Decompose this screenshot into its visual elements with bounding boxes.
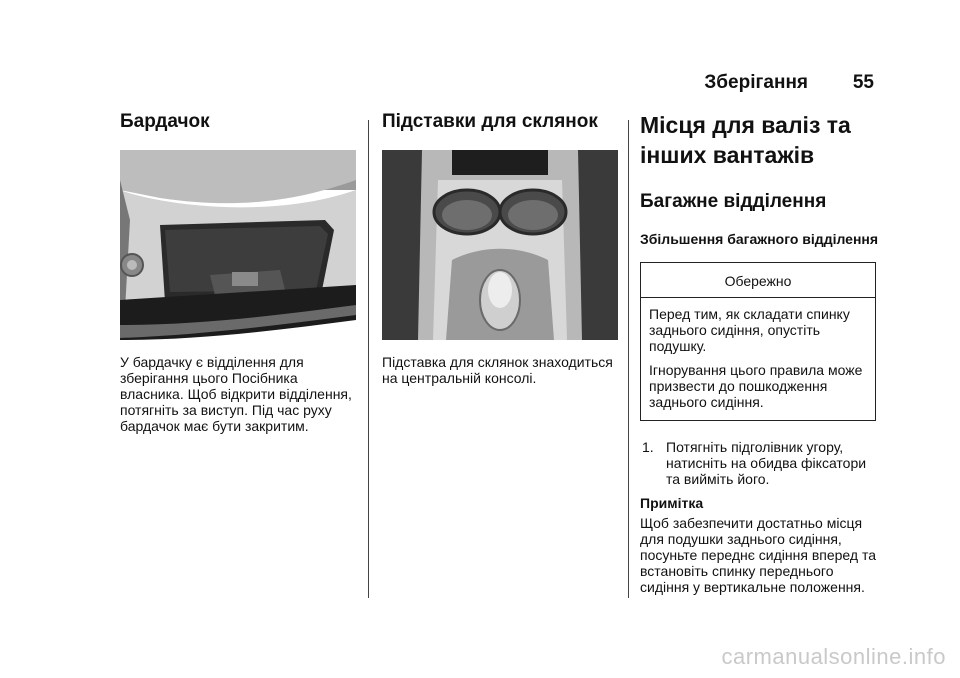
cupholders-section xyxy=(382,110,618,386)
watermark: carmanualsonline.info xyxy=(721,644,946,669)
caution-text-1: Перед тим, як складати спинку заднього сидіння, опустіть подушку. xyxy=(649,306,850,354)
caution-box xyxy=(640,262,876,421)
step-1-text: Потягніть підголівник угору, натисніть на обидва фіксатори та вийміть його. xyxy=(666,439,867,487)
caution-text-2: Ігнорування цього правила може призвести до пошкодження заднього сидіння. xyxy=(649,362,863,410)
cupholders-title: Підставки для склянок xyxy=(382,111,598,132)
luggage-section xyxy=(640,110,880,595)
caution-label: Обережно xyxy=(641,263,875,298)
page-number: 55 xyxy=(852,72,874,93)
luggage-subtitle: Багажне відділення xyxy=(640,191,827,212)
column-divider-2 xyxy=(628,120,629,598)
glovebox-title: Бардачок xyxy=(120,111,210,132)
glovebox-illustration xyxy=(120,150,356,340)
step-1 xyxy=(640,439,880,487)
step-1-number: 1. xyxy=(642,439,654,455)
glovebox-text: У бардачку є відділення для зберігання цього Посібника власника. Щоб відкрити відділення, потягніть за виступ. Під час руху бардачок має бути закритим. xyxy=(120,354,352,434)
note-label: Примітка xyxy=(640,495,704,511)
note-text: Щоб забезпечити достатньо місця для подушки заднього сидіння, посуньте переднє сидіння вперед та встановіть спинку переднього сидіння у вертикальне положення. xyxy=(640,515,876,595)
cupholders-text: Підставка для склянок знаходиться на центральній консолі. xyxy=(382,354,613,386)
cupholder-illustration xyxy=(382,150,618,340)
column-divider-1 xyxy=(368,120,369,598)
luggage-title: Місця для валіз та інших вантажів xyxy=(640,112,851,168)
luggage-subsubtitle: Збільшення багажного відділення xyxy=(640,231,879,247)
glovebox-section xyxy=(120,110,356,434)
page-header-title: Зберігання xyxy=(704,72,808,93)
